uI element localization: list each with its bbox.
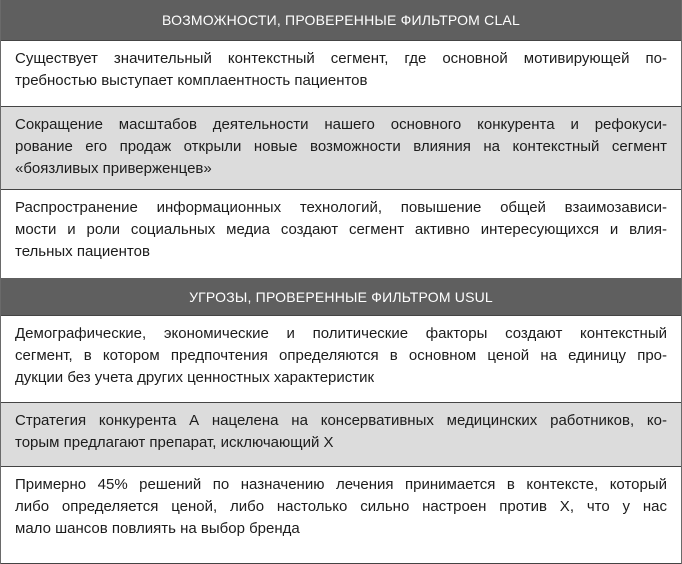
table-row <box>1 402 681 466</box>
section-header-label: ВОЗМОЖНОСТИ, ПРОВЕРЕННЫЕ ФИЛЬТРОМ CLAL <box>162 12 520 28</box>
section-header-threats <box>1 278 681 315</box>
row-text-line: дукции без учета других ценностных характеристик <box>15 369 375 386</box>
row-text-line: тельных пациентов <box>15 243 150 260</box>
section-header-label: УГРОЗЫ, ПРОВЕРЕННЫЕ ФИЛЬТРОМ USUL <box>189 288 493 305</box>
row-text-line: Сокращение масштабов деятельности нашего основного конкурента и рефокуси- <box>15 116 667 133</box>
row-text-line: Существует значительный контекстный сегмент, где основной мотивирующей по- <box>15 50 667 67</box>
row-text-line: Распространение информационных технологий, повышение общей взаимозависи- <box>15 199 667 216</box>
row-text-line: торым предлагают препарат, исключающий Х <box>15 434 334 451</box>
row-text-line: Стратегия конкурента А нацелена на консервативных медицинских работников, ко- <box>15 412 667 429</box>
row-text-line: Примерно 45% решений по назначению лечения принимается в контексте, который <box>15 476 667 493</box>
row-text-line: требностью выступает комплаентность пациентов <box>15 72 368 89</box>
table-row <box>1 466 681 564</box>
table-row <box>1 40 681 106</box>
row-text-line: мало шансов повлиять на выбор бренда <box>15 520 300 537</box>
table-row <box>1 189 681 278</box>
row-text-line: Демографические, экономические и политические факторы создают контекстный <box>15 325 667 342</box>
row-text-line: «боязливых приверженцев» <box>15 160 212 177</box>
row-text-line: мости и роли социальных медиа создают сегмент активно интересующихся и влия- <box>15 221 667 238</box>
table-row <box>1 106 681 189</box>
section-header-opportunities <box>1 0 681 40</box>
row-text-line: рование его продаж открыли новые возможности влияния на контекстный сегмент <box>15 138 667 155</box>
row-text-line: сегмент, в котором предпочтения определяются в основном ценой на единицу про- <box>15 347 667 364</box>
table-row <box>1 315 681 402</box>
row-text-line: либо определяется ценой, либо настолько сильно настроен против Х, что у нас <box>15 498 667 515</box>
